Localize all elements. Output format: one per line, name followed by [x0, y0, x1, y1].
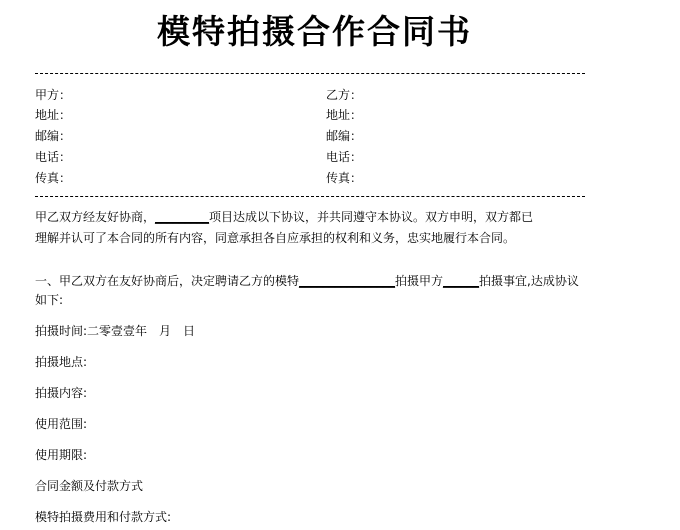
usage-period-field: 使用期限: — [35, 448, 88, 462]
party-b-address-label: 地址： — [326, 108, 363, 122]
party-b-phone-label: 电话： — [326, 150, 363, 164]
shoot-location-field: 拍摄地点: — [35, 355, 88, 369]
party-b-fax-label: 传真： — [326, 171, 363, 185]
party-a-fax-label: 传真： — [35, 171, 72, 185]
dashed-divider-top — [35, 73, 585, 74]
party-a-address-label: 地址： — [35, 108, 72, 122]
model-fee-field: 模特拍摄费用和付款方式: — [35, 510, 172, 524]
party-a-postcode-label: 邮编： — [35, 129, 72, 143]
party-a-name-label: 甲方： — [35, 88, 72, 102]
clause-1-text-1: 一、甲乙双方在友好协商后，决定聘请乙方的模特 — [35, 274, 300, 288]
model-name-blank: ________________ — [299, 274, 396, 288]
intro-line-1 — [35, 209, 533, 225]
usage-scope-field: 使用范围: — [35, 417, 88, 431]
shoot-content-field: 拍摄内容: — [35, 386, 88, 400]
party-b-name-label: 乙方： — [326, 88, 363, 102]
intro-text-2: 项目达成以下协议，并共同遵守本协议。双方申明，双方都已 — [209, 210, 534, 224]
project-name-blank: _________ — [155, 210, 210, 224]
party-a-phone-label: 电话： — [35, 150, 72, 164]
intro-text-1: 甲乙双方经友好协商， — [35, 210, 156, 224]
clause-1-text-3: 拍摄事宜,达成协议 — [479, 274, 579, 288]
clause-1-line-1 — [35, 273, 579, 289]
party-b-postcode-label: 邮编： — [326, 129, 363, 143]
contract-title: 模特拍摄合作合同书 — [157, 12, 472, 51]
clause-1-text-2: 拍摄甲方 — [395, 274, 444, 288]
shoot-time-field: 拍摄时间:二零壹壹年 月 日 — [35, 324, 196, 338]
clause-1-line-2: 如下: — [35, 293, 64, 307]
intro-line-2: 理解并认可了本合同的所有内容，同意承担各自应承担的权利和义务，忠实地履行本合同。 — [35, 231, 516, 245]
contract-amount-heading: 合同金额及付款方式 — [35, 479, 144, 493]
shoot-subject-blank: ______ — [443, 274, 480, 288]
dashed-divider-bottom — [35, 196, 585, 197]
